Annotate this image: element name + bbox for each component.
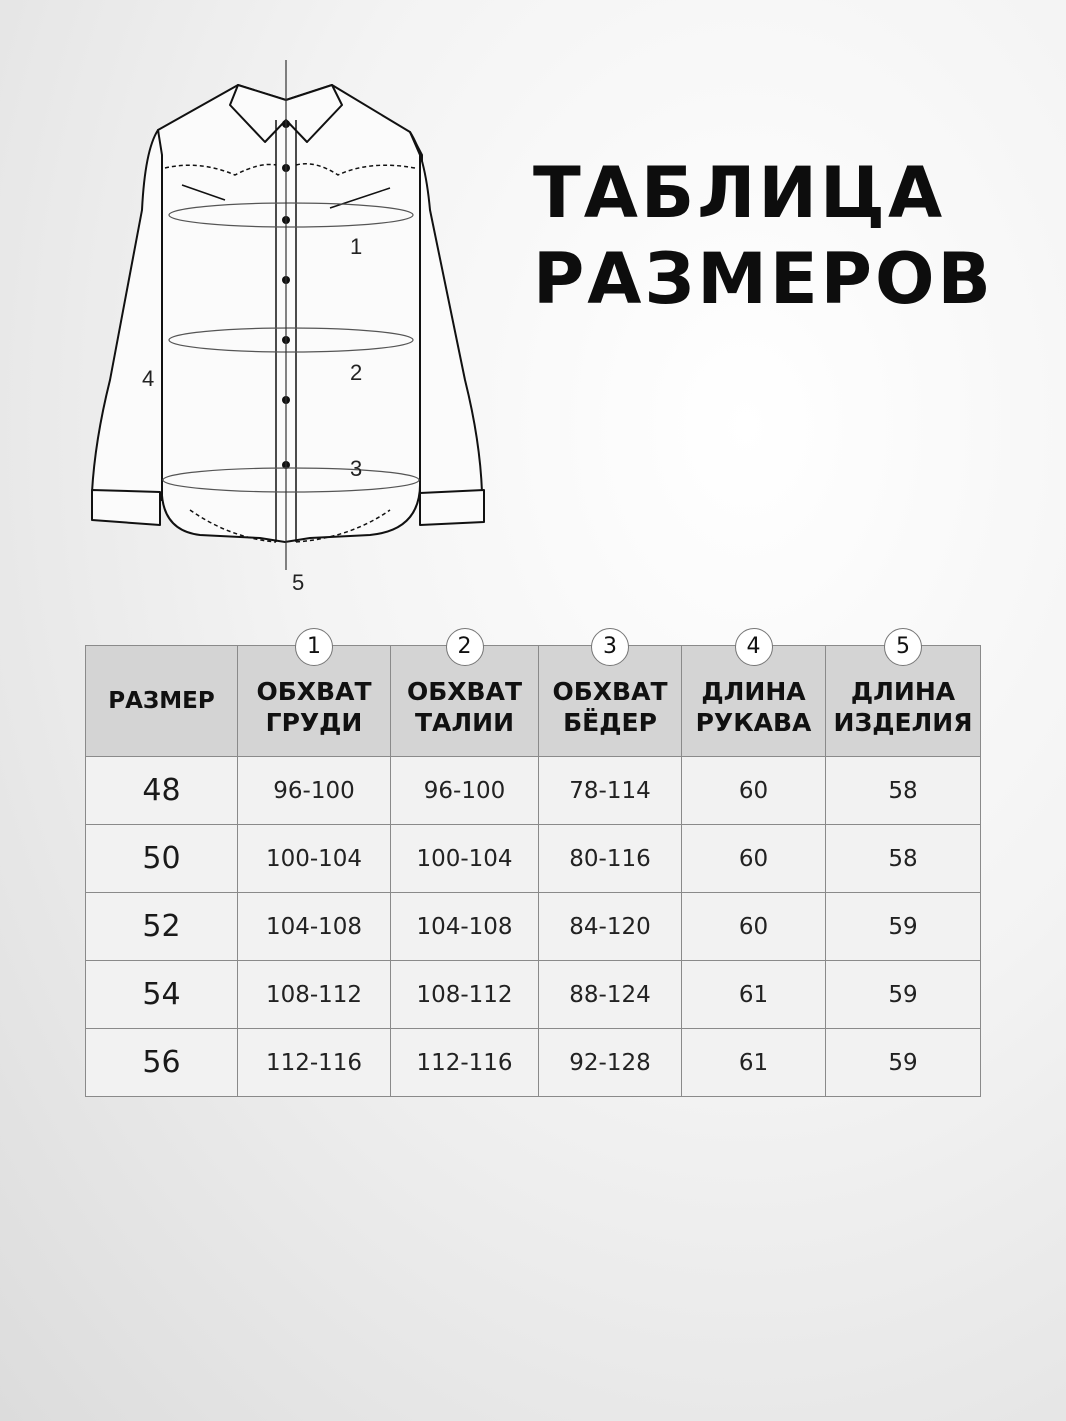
marker-3: 3 [350,456,363,481]
table-row [86,825,981,893]
shirt-diagram [70,60,500,600]
header-size [86,646,238,757]
length-cell: 59 [826,893,981,961]
header-label: ДЛИНА ИЗДЕЛИЯ [833,677,973,737]
title-line-2: РАЗМЕРОВ [533,238,994,320]
size-table [85,634,981,1097]
left-sleeve [92,130,162,500]
length-cell: 58 [826,757,981,825]
page-title [533,150,1033,322]
size-cell: 48 [86,757,238,825]
size-cell: 54 [86,961,238,1029]
marker-2: 2 [350,360,363,385]
table-header-row [86,646,981,757]
right-sleeve [410,132,482,500]
header-waist [391,634,539,757]
waist-cell: 96-100 [391,757,539,825]
header-garment-length [826,634,981,757]
waist-cell: 112-116 [391,1029,539,1097]
hips-cell: 88-124 [539,961,682,1029]
size-cell: 56 [86,1029,238,1097]
shirt-body [158,85,422,542]
table-row [86,893,981,961]
marker-5: 5 [292,570,305,595]
right-cuff [420,490,484,525]
waist-cell: 100-104 [391,825,539,893]
header-label: ОБХВАТ ГРУДИ [256,677,372,737]
chest-cell: 104-108 [238,893,391,961]
table-row [86,961,981,1029]
waist-cell: 104-108 [391,893,539,961]
sleeve-cell: 60 [682,893,826,961]
header-hips [539,634,682,757]
sleeve-cell: 61 [682,961,826,1029]
chest-cell: 112-116 [238,1029,391,1097]
hips-cell: 92-128 [539,1029,682,1097]
sleeve-cell: 60 [682,757,826,825]
table-row [86,1029,981,1097]
column-number-badge: 3 [591,628,629,666]
chest-cell: 100-104 [238,825,391,893]
title-line-1: ТАБЛИЦА [533,152,946,234]
header-label: ОБХВАТ БЁДЕР [552,677,668,737]
header-chest [238,634,391,757]
header-label: ОБХВАТ ТАЛИИ [406,677,523,737]
waist-cell: 108-112 [391,961,539,1029]
length-cell: 59 [826,1029,981,1097]
length-cell: 58 [826,825,981,893]
hips-cell: 84-120 [539,893,682,961]
column-number-badge: 2 [446,628,484,666]
chest-cell: 108-112 [238,961,391,1029]
hips-cell: 78-114 [539,757,682,825]
sleeve-cell: 61 [682,1029,826,1097]
chest-cell: 96-100 [238,757,391,825]
column-number-badge: 5 [884,628,922,666]
hips-cell: 80-116 [539,825,682,893]
marker-1: 1 [350,234,363,259]
header-label: РАЗМЕР [108,687,215,714]
size-cell: 52 [86,893,238,961]
length-cell: 59 [826,961,981,1029]
column-number-badge: 1 [295,628,333,666]
size-cell: 50 [86,825,238,893]
header-label: ДЛИНА РУКАВА [695,677,812,737]
column-number-badge: 4 [735,628,773,666]
left-cuff [92,490,160,525]
table-row [86,757,981,825]
sleeve-cell: 60 [682,825,826,893]
header-sleeve-length [682,634,826,757]
marker-4: 4 [142,366,155,391]
